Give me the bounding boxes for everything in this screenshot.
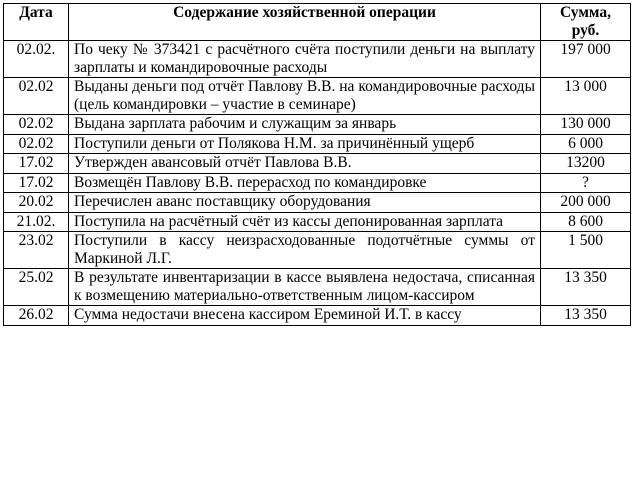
row-description: Сумма недостачи внесена кассиром Ереминой И.Т. в кассу [69,306,541,326]
row-date: 23.02 [4,232,69,269]
operations-table-container [3,3,631,326]
row-amount: 6 000 [541,134,631,154]
row-description: Выданы деньги под отчёт Павлову В.В. на командировочные расходы (цель командировки – участие в семинаре) [69,78,541,115]
header-date: Дата [4,4,69,41]
row-amount: 13 000 [541,78,631,115]
table-row [4,193,631,213]
row-date: 21.02. [4,212,69,232]
table-row [4,232,631,269]
row-date: 26.02 [4,306,69,326]
row-description: Поступили в кассу неизрасходованные подотчётные суммы от Маркиной Л.Г. [69,232,541,269]
row-amount: 13 350 [541,306,631,326]
row-amount: 1 500 [541,232,631,269]
row-description: Поступила на расчётный счёт из кассы депонированная зарплата [69,212,541,232]
row-description: Выдана зарплата рабочим и служащим за январь [69,115,541,135]
row-amount: 197 000 [541,41,631,78]
row-description: Возмещён Павлову В.В. перерасход по командировке [69,173,541,193]
table-row [4,173,631,193]
row-amount: ? [541,173,631,193]
row-amount: 130 000 [541,115,631,135]
header-amount: Сумма, руб. [541,4,631,41]
row-amount: 200 000 [541,193,631,213]
table-row [4,306,631,326]
table-row [4,115,631,135]
row-date: 17.02 [4,154,69,174]
table-row [4,134,631,154]
row-date: 20.02 [4,193,69,213]
row-date: 02.02 [4,134,69,154]
row-date: 02.02 [4,115,69,135]
row-date: 25.02 [4,269,69,306]
table-body [4,41,631,326]
header-row [4,4,631,41]
row-description: Поступили деньги от Полякова Н.М. за причинённый ущерб [69,134,541,154]
row-amount: 13 350 [541,269,631,306]
row-date: 02.02 [4,78,69,115]
table-row [4,78,631,115]
row-description: Перечислен аванс поставщику оборудования [69,193,541,213]
row-description: Утвержден авансовый отчёт Павлова В.В. [69,154,541,174]
operations-table [3,3,631,326]
table-row [4,269,631,306]
row-amount: 13200 [541,154,631,174]
table-row [4,41,631,78]
row-date: 02.02. [4,41,69,78]
row-date: 17.02 [4,173,69,193]
header-description: Содержание хозяйственной операции [69,4,541,41]
row-amount: 8 600 [541,212,631,232]
row-description: По чеку № 373421 с расчётного счёта поступили деньги на выплату зарплаты и командировочные расходы [69,41,541,78]
table-row [4,212,631,232]
table-row [4,154,631,174]
row-description: В результате инвентаризации в кассе выявлена недостача, списанная к возмещению материально-ответственным лицом-кассиром [69,269,541,306]
